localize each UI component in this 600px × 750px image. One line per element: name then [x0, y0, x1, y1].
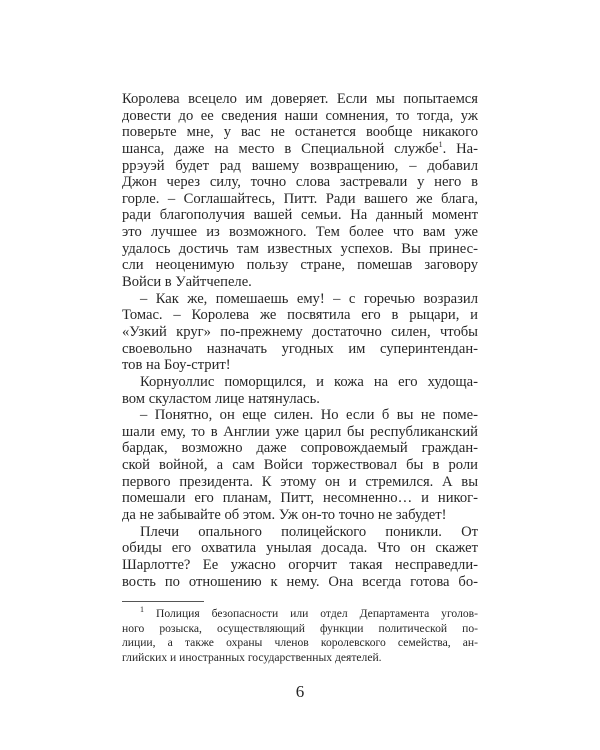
- text-line: Шарлотте? Ее ужасно огорчит такая несправедли-: [122, 556, 478, 573]
- text-line: довести до ее сведения наши сомнения, то тогда, уж: [122, 107, 478, 124]
- text-line: Войси в Уайтчепеле.: [122, 274, 252, 291]
- footnote-line: [122, 607, 478, 622]
- footnote-line: ного розыска, осуществляющий функции политической по-: [122, 621, 478, 635]
- footnote-line: глийских и иностранных государственных деятелей.: [122, 651, 382, 665]
- text-line: Томас. – Королева же посвятила его в рыцари, и: [122, 307, 478, 324]
- body-text: [122, 91, 478, 590]
- text-line: шали ему, то в Англии уже царил бы республиканский: [122, 423, 478, 440]
- text-line: удалось достичь там известных успехов. Вы принес-: [122, 240, 478, 257]
- text-line: ррэуэй будет рад вашему возвращению, – добавил: [122, 157, 478, 174]
- footnote-line: лиции, а также охраны членов королевского семейства, ан-: [122, 636, 478, 650]
- text-line: горле. – Соглашайтесь, Питт. Ради вашего же блага,: [122, 190, 478, 207]
- text-line: своевольно назначать угодных им суперинтендан-: [122, 340, 478, 357]
- text-line-content: шанса, даже на место в Специальной службе: [122, 140, 439, 157]
- text-line: это лучшее из возможного. Тем более что вам уже: [122, 224, 478, 241]
- text-line: помешали его планам, Питт, несомненно… и никог-: [122, 490, 478, 507]
- text-line: ской войной, а сам Войси торжествовал бы в роли: [122, 457, 478, 474]
- text-line: вость по отношению к нему. Она всегда готова бо-: [122, 573, 478, 590]
- text-line: Джон через силу, точно слова застревали у него в: [122, 174, 478, 191]
- text-line: [122, 141, 478, 158]
- footnote-divider: [122, 601, 204, 602]
- text-line: Плечи опального полицейского поникли. От: [140, 523, 478, 540]
- footnote-marker: 1: [140, 605, 144, 615]
- page-number: 6: [295, 682, 305, 701]
- text-line: Королева всецело им доверяет. Если мы попытаемся: [122, 91, 478, 107]
- text-line: сли неоценимую пользу стране, помешав заговору: [122, 257, 478, 274]
- footnote-ref: 1: [438, 140, 443, 150]
- footnote: [122, 607, 478, 666]
- text-line: первого президента. К этому он и стремился. А вы: [122, 473, 478, 490]
- text-line: – Понятно, он еще силен. Но если б вы не поме-: [140, 407, 478, 424]
- text-line: «Узкий круг» по-прежнему достаточно силен, чтобы: [122, 323, 478, 340]
- text-line-tail: . На-: [442, 140, 478, 157]
- text-line: вом скуластом лице натянулась.: [122, 390, 320, 407]
- text-line: обиды его охватила унылая досада. Что он скажет: [122, 540, 478, 557]
- text-line: ради благополучия вашей семьи. На данный момент: [122, 207, 478, 224]
- text-line: поверьте мне, у вас не останется вообще никакого: [122, 124, 478, 141]
- text-line: бардак, возможно даже сопровождаемый граждан-: [122, 440, 478, 457]
- footnote-line-text: Полиция безопасности или отдел Департамента уголов-: [155, 607, 478, 620]
- text-line: – Как же, помешаешь ему! – с горечью возразил: [140, 290, 478, 307]
- text-line: тов на Боу-стрит!: [122, 357, 231, 374]
- text-line: Корнуоллис поморщился, и кожа на его худоща-: [140, 373, 478, 390]
- text-line: да не забывайте об этом. Уж он-то точно не забудет!: [122, 507, 447, 524]
